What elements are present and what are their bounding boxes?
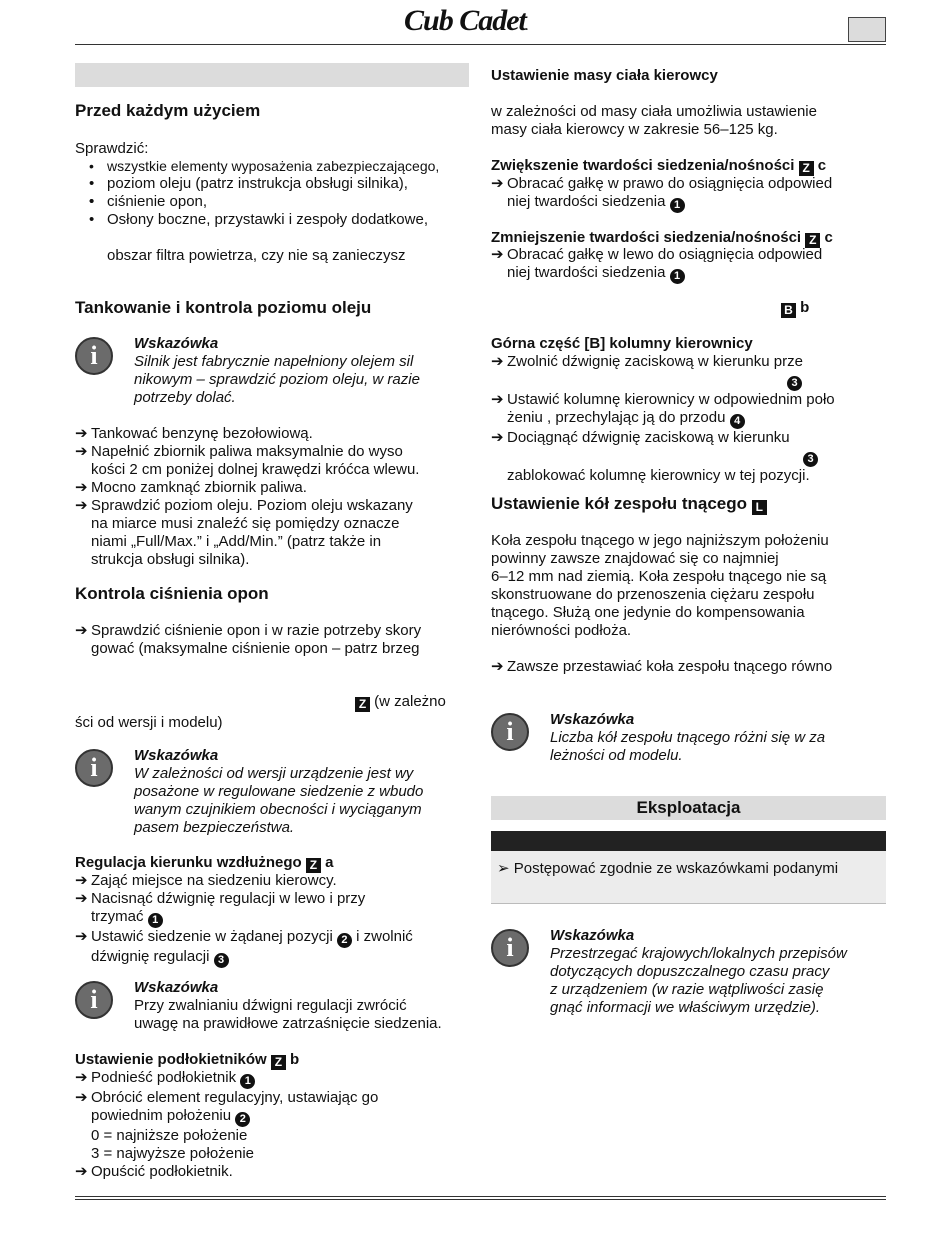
kontrola-steps: ➔ Sprawdzić ciśnienie opon i w razie potrzeby skory gować (maksymalne ciśnienie opon – patrz brzeg — [75, 622, 422, 657]
zalezno-cont: ści od wersji i modelu) — [75, 714, 223, 731]
z-tag-icon: Z — [271, 1055, 286, 1070]
z-tag-icon: Z — [805, 233, 820, 248]
b-tag-line: B b — [781, 299, 809, 318]
step-item: ➔ Ustawić siedzenie w żądanej pozycji 2 i zwolnić — [75, 928, 413, 946]
step-item: ➔ Napełnić zbiornik paliwa maksymalnie do wyso — [75, 443, 403, 460]
heading-tankowanie: Tankowanie i kontrola poziomu oleju — [75, 298, 372, 317]
zwiekszenie-steps: ➔ Obracać gałkę w prawo do osiągnięcia odpowied niej twardości siedzenia 1 — [491, 175, 833, 211]
section-bar — [75, 63, 469, 87]
kola-text: Koła zespołu tnącego w jego najniższym położeniu powinny zawsze znajdować się co najmniej 6–12 mm nad ziemią. Koła zespołu tnącego nie są skonstruowane do przenoszenia ciężaru zespołu tnącego. Służą one jedynie do kompensowania nierówności podłoża. — [491, 532, 829, 639]
note-text: Przestrzegać krajowych/lokalnych przepisów dotyczących dopuszczalnego czasu pracy z urządzeniem (w razie wątpliwości zasię gnąć informacji we właściwym urzędzie). — [550, 945, 847, 1016]
step-item: ➔ Mocno zamknąć zbiornik paliwa. — [75, 479, 307, 496]
step-item: ➔ Obracać gałkę w prawo do osiągnięcia odpowied — [491, 175, 833, 192]
reg-steps: ➔ Zająć miejsce na siedzeniu kierowcy. ➔ Nacisnąć dźwignię regulacji w lewo i przy trzymać 1 ➔ Ustawić siedzenie w żądanej pozycji 2 i zwolnić dźwignię regulacji 3 — [75, 872, 413, 966]
note-text: Liczba kół zespołu tnącego różni się w za leżności od modelu. — [550, 729, 826, 764]
list-item: • wszystkie elementy wyposażenia zabezpieczającego, — [75, 157, 475, 175]
note-title: Wskazówka — [550, 711, 635, 728]
zalezno-line: Z (w zależno — [355, 693, 446, 712]
step-item: ➔ Dociągnąć dźwignię zaciskową w kierunku — [491, 429, 790, 446]
check-list — [75, 157, 475, 229]
b-tag-icon: B — [781, 303, 796, 318]
callout-1-icon: 1 — [670, 269, 685, 284]
list-item: • poziom oleju (patrz instrukcja obsługi silnika), — [75, 175, 475, 193]
masa-title: Ustawienie masy ciała kierowcy — [491, 67, 718, 84]
header-rule — [75, 44, 886, 45]
callout-1-icon: 1 — [670, 198, 685, 213]
page-number-box — [848, 17, 886, 42]
note-title: Wskazówka — [134, 747, 219, 764]
masa-text: w zależności od masy ciała umożliwia ustawienie masy ciała kierowcy w zakresie 56–125 kg. — [491, 103, 817, 138]
instruction-text: ➢ Postępować zgodnie ze wskazówkami podanymi — [497, 860, 839, 877]
info-icon: i — [491, 929, 529, 967]
callout-2-icon: 2 — [235, 1112, 250, 1127]
note-text: Silnik jest fabrycznie napełniony olejem sil nikowym – sprawdzić poziom oleju, w razie potrzeby dolać. — [134, 353, 420, 406]
z-tag-icon: Z — [306, 858, 321, 873]
list-item: • Osłony boczne, przystawki i zespoły dodatkowe, — [75, 211, 475, 229]
note-text: Przy zwalnianiu dźwigni regulacji zwrócić uwagę na prawidłowe zatrzaśnięcie siedzenia. — [134, 997, 442, 1032]
step-item: ➔ Zająć miejsce na siedzeniu kierowcy. — [75, 872, 337, 889]
zmniejszenie-steps: ➔ Obracać gałkę w lewo do osiągnięcia odpowied niej twardości siedzenia 1 — [491, 246, 823, 282]
kolumna-title: Górna część [B] kolumny kierownicy — [491, 335, 753, 352]
callout-1-icon: 1 — [148, 913, 163, 928]
l-tag-icon: L — [752, 500, 767, 515]
pod-title: Ustawienie podłokietników Z b — [75, 1051, 300, 1069]
info-icon: i — [75, 337, 113, 375]
step-item: ➔ Tankować benzynę bezołowiową. — [75, 425, 313, 442]
pod-steps: ➔ Podnieść podłokietnik 1 ➔ Obrócić element regulacyjny, ustawiając go powiednim położeniu 2 0 = najniższe położenie 3 = najwyższe położenie ➔ Opuścić podłokietnik. — [75, 1069, 379, 1180]
heading-przed: Przed każdym użyciem — [75, 101, 261, 120]
note-title: Wskazówka — [550, 927, 635, 944]
step-item: ➔ Ustawić kolumnę kierownicy w odpowiednim poło — [491, 391, 835, 408]
footer-rule — [75, 1199, 886, 1200]
step-item: ➔ Sprawdzić poziom oleju. Poziom oleju wskazany — [75, 497, 413, 514]
zmniejszenie-title: Zmniejszenie twardości siedzenia/nośności Z c — [491, 229, 833, 247]
sprawdzic-label: Sprawdzić: — [75, 140, 149, 157]
callout-3-icon: 3 — [214, 953, 229, 968]
callout-2-icon: 2 — [337, 933, 352, 948]
step-item: ➔ Podnieść podłokietnik 1 — [75, 1069, 378, 1089]
section-title-eksploatacja: Eksploatacja — [491, 796, 886, 820]
step-item: ➔ Nacisnąć dźwignię regulacji w lewo i przy — [75, 890, 366, 907]
step-item: ➔ Obrócić element regulacyjny, ustawiając go — [75, 1089, 379, 1106]
step-item: ➔ Opuścić podłokietnik. — [75, 1163, 233, 1180]
step-item: ➔ Zawsze przestawiać koła zespołu tnącego równo — [491, 658, 833, 675]
z-tag-icon: Z — [799, 161, 814, 176]
callout-3-icon: 3 — [803, 452, 818, 467]
callout-4-icon: 4 — [730, 414, 745, 429]
zwiekszenie-title: Zwiększenie twardości siedzenia/nośności Z c — [491, 157, 827, 175]
black-bar — [491, 831, 886, 851]
heading-kola: Ustawienie kół zespołu tnącego L — [491, 494, 767, 515]
info-icon: i — [75, 981, 113, 1019]
note-title: Wskazówka — [134, 335, 219, 352]
z-tag-icon: Z — [355, 697, 370, 712]
callout-1-icon: 1 — [240, 1074, 255, 1089]
step-item: ➔ Zwolnić dźwignię zaciskową w kierunku prze — [491, 353, 803, 370]
callout-3-icon: 3 — [787, 376, 802, 391]
list-item-cont: obszar filtra powietrza, czy nie są zanieczysz — [107, 247, 406, 264]
brand-logo: Cub Cadet. — [404, 4, 528, 37]
heading-kontrola: Kontrola ciśnienia opon — [75, 584, 269, 603]
note-title: Wskazówka — [134, 979, 219, 996]
info-icon: i — [491, 713, 529, 751]
step-item: ➔ Obracać gałkę w lewo do osiągnięcia odpowied — [491, 246, 823, 263]
tank-steps: ➔ Tankować benzynę bezołowiową. ➔ Napełnić zbiornik paliwa maksymalnie do wyso kości 2 cm poniżej dolnej krawędzi króćca wlewu. ➔ Mocno zamknąć zbiornik paliwa. ➔ Sprawdzić poziom oleju. Poziom oleju wskazany na miarce musi znaleźć się pomiędzy oznacze niami „Full/Max.” i „Add/Min.” (patrz także in strukcja obsługi silnika). — [75, 425, 420, 568]
reg-title: Regulacja kierunku wzdłużnego Z a — [75, 854, 334, 872]
info-icon: i — [75, 749, 113, 787]
kolumna-steps: ➔ Zwolnić dźwignię zaciskową w kierunku prze 3 ➔ Ustawić kolumnę kierownicy w odpowiednim poło żeniu , przechylając ją do przodu 4 ➔ Dociągnąć dźwignię zaciskową w kierunku 3 zablokować kolumnę kierownicy w tej pozycji. — [491, 353, 886, 485]
list-item: • ciśnienie opon, — [75, 193, 475, 211]
step-item: ➔ Sprawdzić ciśnienie opon i w razie potrzeby skory — [75, 622, 422, 639]
note-text: W zależności od wersji urządzenie jest wy posażone w regulowane siedzenie z wbudo wanym czujnikiem obecności i wyciąganym pasem bezpieczeństwa. — [134, 765, 424, 836]
footer-rule — [75, 1196, 886, 1197]
